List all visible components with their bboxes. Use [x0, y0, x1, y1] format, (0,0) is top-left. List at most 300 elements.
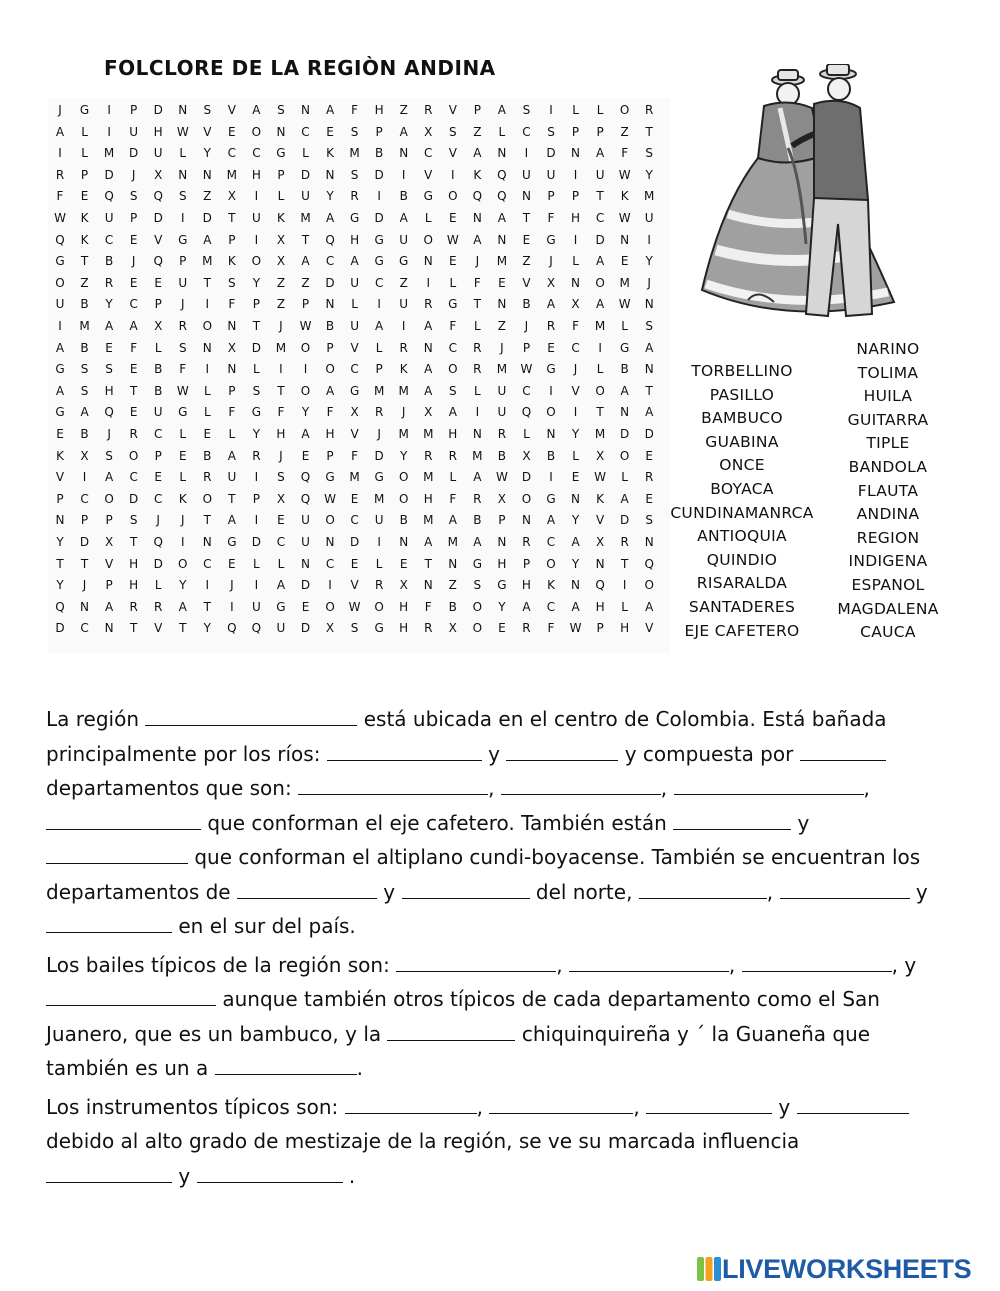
answer-blank[interactable] — [215, 1052, 357, 1075]
grid-cell[interactable]: X — [104, 535, 114, 549]
grid-cell[interactable]: G — [178, 232, 188, 247]
grid-cell[interactable]: R — [473, 491, 482, 506]
grid-cell[interactable]: L — [375, 556, 383, 571]
grid-cell[interactable]: F — [424, 599, 432, 614]
grid-cell[interactable]: M — [423, 470, 434, 485]
grid-cell[interactable]: N — [227, 319, 237, 333]
grid-cell[interactable]: C — [546, 535, 556, 549]
grid-cell[interactable]: X — [325, 621, 335, 636]
grid-cell[interactable]: D — [79, 535, 90, 549]
grid-cell[interactable]: Q — [104, 189, 114, 204]
grid-cell[interactable]: P — [154, 448, 162, 463]
grid-cell[interactable]: N — [521, 513, 531, 528]
grid-cell[interactable]: E — [228, 556, 236, 571]
grid-cell[interactable]: R — [424, 297, 433, 312]
grid-cell[interactable]: P — [277, 167, 285, 182]
grid-cell[interactable]: F — [473, 275, 481, 290]
grid-cell[interactable]: D — [251, 535, 262, 549]
grid-cell[interactable]: H — [399, 621, 409, 636]
grid-cell[interactable]: M — [300, 211, 311, 225]
grid-cell[interactable]: A — [325, 103, 335, 117]
grid-cell[interactable]: W — [618, 297, 631, 312]
grid-cell[interactable]: J — [131, 254, 136, 269]
grid-cell[interactable]: O — [398, 470, 409, 485]
grid-cell[interactable]: U — [55, 297, 65, 312]
grid-cell[interactable]: N — [178, 103, 188, 117]
grid-cell[interactable]: P — [301, 297, 310, 312]
grid-cell[interactable]: E — [498, 275, 506, 290]
grid-cell[interactable]: W — [348, 599, 361, 614]
grid-cell[interactable]: X — [227, 340, 236, 355]
grid-cell[interactable]: O — [595, 383, 605, 398]
grid-cell[interactable]: T — [228, 211, 236, 225]
grid-cell[interactable]: D — [300, 621, 311, 636]
grid-cell[interactable]: A — [55, 383, 65, 398]
grid-cell[interactable]: P — [179, 254, 187, 269]
grid-cell[interactable]: R — [374, 405, 384, 420]
grid-cell[interactable]: R — [203, 470, 212, 485]
grid-cell[interactable]: N — [399, 535, 409, 549]
grid-cell[interactable]: A — [546, 513, 556, 528]
grid-cell[interactable]: M — [496, 254, 508, 269]
grid-cell[interactable]: A — [104, 599, 114, 614]
grid-cell[interactable]: C — [276, 535, 286, 549]
grid-cell[interactable]: A — [80, 405, 89, 420]
grid-cell[interactable]: N — [399, 146, 409, 161]
grid-cell[interactable]: W — [54, 211, 66, 225]
grid-cell[interactable]: R — [104, 275, 114, 290]
grid-cell[interactable]: Q — [153, 535, 163, 549]
grid-cell[interactable]: U — [301, 513, 310, 528]
grid-cell[interactable]: S — [178, 189, 187, 204]
grid-cell[interactable]: J — [156, 513, 160, 528]
grid-cell[interactable]: S — [178, 340, 187, 355]
grid-cell[interactable]: U — [276, 621, 286, 636]
grid-cell[interactable]: C — [325, 556, 335, 571]
grid-cell[interactable]: L — [449, 470, 457, 485]
grid-cell[interactable]: A — [645, 340, 654, 355]
grid-cell[interactable]: Y — [645, 254, 653, 269]
grid-cell[interactable]: N — [104, 621, 114, 636]
grid-cell[interactable]: U — [350, 275, 359, 290]
grid-cell[interactable]: I — [328, 578, 332, 593]
grid-cell[interactable]: L — [424, 211, 432, 225]
grid-cell[interactable]: C — [129, 470, 138, 485]
answer-blank[interactable] — [506, 738, 618, 761]
grid-cell[interactable]: F — [449, 491, 457, 506]
grid-cell[interactable]: Y — [571, 556, 580, 571]
grid-cell[interactable]: A — [325, 211, 335, 225]
grid-cell[interactable]: L — [621, 319, 628, 333]
grid-cell[interactable]: C — [203, 556, 212, 571]
grid-cell[interactable]: W — [495, 470, 508, 485]
grid-cell[interactable]: N — [644, 535, 654, 549]
grid-cell[interactable]: W — [618, 167, 631, 182]
grid-cell[interactable]: K — [473, 167, 482, 182]
grid-cell[interactable]: H — [374, 103, 384, 117]
grid-cell[interactable]: O — [619, 448, 630, 463]
grid-cell[interactable]: V — [595, 513, 605, 528]
grid-cell[interactable]: G — [619, 340, 630, 355]
grid-cell[interactable]: I — [475, 405, 480, 420]
grid-cell[interactable]: A — [448, 405, 457, 420]
grid-cell[interactable]: P — [473, 103, 481, 117]
grid-cell[interactable]: O — [104, 491, 114, 506]
grid-cell[interactable]: J — [549, 254, 553, 269]
grid-cell[interactable]: D — [546, 146, 556, 161]
grid-cell[interactable]: T — [596, 405, 604, 420]
grid-cell[interactable]: G — [251, 405, 262, 420]
grid-cell[interactable]: F — [228, 405, 236, 420]
grid-cell[interactable]: A — [424, 362, 433, 377]
grid-cell[interactable]: A — [424, 535, 433, 549]
grid-cell[interactable]: U — [497, 405, 507, 420]
grid-cell[interactable]: S — [350, 124, 359, 139]
grid-cell[interactable]: T — [203, 275, 211, 290]
grid-cell[interactable]: E — [80, 189, 89, 204]
grid-cell[interactable]: L — [474, 383, 481, 398]
grid-cell[interactable]: G — [325, 470, 335, 485]
grid-cell[interactable]: N — [571, 146, 581, 161]
grid-cell[interactable]: M — [349, 146, 360, 161]
grid-cell[interactable]: N — [497, 232, 507, 247]
grid-cell[interactable]: D — [595, 232, 605, 247]
grid-cell[interactable]: A — [301, 427, 310, 441]
grid-cell[interactable]: L — [277, 189, 285, 204]
grid-cell[interactable]: Z — [522, 254, 531, 269]
grid-cell[interactable]: Y — [252, 427, 261, 441]
grid-cell[interactable]: U — [104, 211, 114, 225]
grid-cell[interactable]: R — [546, 319, 556, 333]
grid-cell[interactable]: P — [105, 578, 113, 593]
grid-cell[interactable]: T — [424, 556, 432, 571]
grid-cell[interactable]: W — [324, 491, 336, 506]
grid-cell[interactable]: S — [645, 319, 653, 333]
grid-cell[interactable]: A — [546, 297, 556, 312]
grid-cell[interactable]: I — [58, 146, 62, 161]
grid-cell[interactable]: A — [473, 535, 482, 549]
grid-cell[interactable]: S — [228, 275, 236, 290]
grid-cell[interactable]: B — [448, 599, 457, 614]
grid-cell[interactable]: F — [326, 405, 334, 420]
grid-cell[interactable]: N — [571, 275, 581, 290]
grid-cell[interactable]: Z — [80, 275, 89, 290]
grid-cell[interactable]: O — [300, 383, 311, 398]
grid-cell[interactable]: B — [375, 146, 384, 161]
grid-cell[interactable]: J — [131, 167, 136, 182]
grid-cell[interactable]: K — [620, 189, 629, 204]
grid-cell[interactable]: I — [254, 189, 259, 204]
grid-cell[interactable]: P — [228, 383, 236, 398]
grid-cell[interactable]: C — [227, 146, 237, 161]
grid-cell[interactable]: H — [129, 578, 139, 593]
grid-cell[interactable]: E — [301, 448, 310, 463]
grid-cell[interactable]: G — [374, 470, 384, 485]
grid-cell[interactable]: U — [595, 167, 605, 182]
grid-cell[interactable]: A — [620, 383, 629, 398]
answer-blank[interactable] — [569, 949, 729, 972]
grid-cell[interactable]: E — [129, 232, 138, 247]
grid-cell[interactable]: Z — [473, 124, 482, 139]
grid-cell[interactable]: A — [227, 513, 236, 528]
grid-cell[interactable]: I — [205, 362, 210, 377]
grid-cell[interactable]: R — [374, 578, 384, 593]
grid-cell[interactable]: X — [154, 167, 163, 182]
grid-cell[interactable]: N — [202, 167, 212, 182]
grid-cell[interactable]: R — [497, 427, 507, 441]
grid-cell[interactable]: I — [180, 535, 185, 549]
grid-cell[interactable]: G — [374, 621, 384, 636]
grid-cell[interactable]: L — [596, 103, 604, 117]
grid-cell[interactable]: U — [497, 383, 507, 398]
grid-cell[interactable]: Y — [645, 167, 653, 182]
grid-cell[interactable]: R — [55, 167, 65, 182]
grid-cell[interactable]: F — [277, 405, 285, 420]
grid-cell[interactable]: E — [154, 275, 162, 290]
grid-cell[interactable]: R — [473, 340, 482, 355]
grid-cell[interactable]: S — [129, 513, 138, 528]
grid-cell[interactable]: L — [203, 383, 211, 398]
grid-cell[interactable]: E — [326, 124, 334, 139]
grid-cell[interactable]: V — [645, 621, 654, 636]
grid-cell[interactable]: O — [178, 556, 188, 571]
grid-cell[interactable]: N — [521, 189, 531, 204]
grid-cell[interactable]: X — [424, 124, 433, 139]
grid-cell[interactable]: Q — [55, 232, 65, 247]
answer-blank[interactable] — [345, 1091, 477, 1114]
grid-cell[interactable]: N — [325, 167, 335, 182]
grid-cell[interactable]: A — [497, 211, 506, 225]
grid-cell[interactable]: A — [424, 383, 433, 398]
grid-cell[interactable]: H — [521, 578, 531, 593]
grid-cell[interactable]: A — [448, 513, 457, 528]
grid-cell[interactable]: K — [547, 578, 555, 593]
grid-cell[interactable]: X — [154, 319, 163, 333]
grid-cell[interactable]: I — [254, 470, 259, 485]
grid-cell[interactable]: M — [594, 319, 606, 333]
grid-cell[interactable]: X — [276, 491, 286, 506]
grid-cell[interactable]: C — [325, 254, 335, 269]
grid-cell[interactable]: P — [130, 211, 138, 225]
grid-cell[interactable]: Q — [153, 189, 163, 204]
grid-cell[interactable]: J — [573, 362, 578, 377]
grid-cell[interactable]: Z — [301, 275, 310, 290]
grid-cell[interactable]: O — [398, 491, 409, 506]
grid-cell[interactable]: W — [446, 232, 459, 247]
grid-cell[interactable]: U — [227, 470, 237, 485]
grid-cell[interactable]: N — [227, 362, 237, 377]
grid-cell[interactable]: L — [228, 427, 236, 441]
grid-cell[interactable]: L — [375, 340, 383, 355]
grid-cell[interactable]: S — [350, 621, 359, 636]
grid-cell[interactable]: I — [549, 470, 553, 485]
grid-cell[interactable]: A — [350, 254, 359, 269]
grid-cell[interactable]: P — [80, 167, 89, 182]
grid-cell[interactable]: Y — [571, 427, 580, 441]
grid-cell[interactable]: X — [276, 232, 286, 247]
answer-blank[interactable] — [742, 949, 892, 972]
grid-cell[interactable]: J — [58, 103, 62, 117]
grid-cell[interactable]: R — [424, 448, 433, 463]
grid-cell[interactable]: Z — [448, 578, 457, 593]
grid-cell[interactable]: E — [301, 599, 310, 614]
grid-cell[interactable]: B — [399, 513, 408, 528]
grid-cell[interactable]: I — [58, 319, 62, 333]
grid-cell[interactable]: D — [129, 491, 139, 506]
grid-cell[interactable]: A — [399, 211, 408, 225]
grid-cell[interactable]: O — [644, 578, 654, 593]
grid-cell[interactable]: L — [302, 146, 309, 161]
grid-cell[interactable]: I — [377, 297, 381, 312]
grid-cell[interactable]: V — [104, 556, 114, 571]
grid-cell[interactable]: T — [56, 556, 64, 571]
grid-cell[interactable]: N — [620, 405, 630, 420]
grid-cell[interactable]: I — [549, 103, 553, 117]
grid-cell[interactable]: D — [644, 427, 654, 441]
grid-cell[interactable]: F — [449, 319, 457, 333]
grid-cell[interactable]: T — [179, 621, 187, 636]
grid-cell[interactable]: Y — [252, 275, 261, 290]
grid-cell[interactable]: E — [620, 254, 629, 269]
grid-cell[interactable]: I — [230, 599, 234, 614]
grid-cell[interactable]: N — [301, 556, 310, 571]
grid-cell[interactable]: O — [128, 448, 139, 463]
grid-cell[interactable]: F — [351, 448, 359, 463]
grid-cell[interactable]: N — [423, 578, 433, 593]
grid-cell[interactable]: T — [129, 383, 138, 398]
grid-cell[interactable]: K — [326, 146, 334, 161]
grid-cell[interactable]: O — [55, 275, 65, 290]
grid-cell[interactable]: X — [546, 275, 556, 290]
grid-cell[interactable]: C — [374, 275, 384, 290]
grid-cell[interactable]: D — [153, 103, 163, 117]
grid-cell[interactable]: U — [251, 211, 261, 225]
grid-cell[interactable]: G — [374, 232, 384, 247]
grid-cell[interactable]: C — [252, 146, 261, 161]
grid-cell[interactable]: M — [398, 383, 409, 398]
grid-cell[interactable]: F — [547, 211, 555, 225]
grid-cell[interactable]: H — [350, 232, 360, 247]
grid-cell[interactable]: Z — [203, 189, 212, 204]
grid-cell[interactable]: Q — [644, 556, 654, 571]
grid-cell[interactable]: M — [644, 189, 655, 204]
grid-cell[interactable]: L — [179, 470, 187, 485]
grid-cell[interactable]: Y — [498, 599, 506, 614]
grid-cell[interactable]: A — [473, 470, 482, 485]
grid-cell[interactable]: M — [423, 427, 434, 441]
grid-cell[interactable]: D — [620, 427, 630, 441]
grid-cell[interactable]: M — [496, 362, 508, 377]
grid-cell[interactable]: G — [349, 383, 360, 398]
grid-cell[interactable]: S — [645, 513, 653, 528]
grid-cell[interactable]: G — [374, 254, 384, 269]
grid-cell[interactable]: Q — [497, 167, 507, 182]
grid-cell[interactable]: V — [55, 470, 65, 485]
grid-cell[interactable]: H — [620, 621, 630, 636]
grid-cell[interactable]: E — [203, 427, 212, 441]
grid-cell[interactable]: E — [129, 362, 138, 377]
grid-cell[interactable]: S — [277, 103, 285, 117]
grid-cell[interactable]: X — [448, 621, 457, 636]
grid-cell[interactable]: G — [79, 103, 90, 117]
grid-cell[interactable]: G — [472, 556, 482, 571]
grid-cell[interactable]: J — [475, 254, 480, 269]
grid-cell[interactable]: J — [180, 513, 185, 528]
grid-cell[interactable]: X — [571, 297, 580, 312]
grid-cell[interactable]: P — [375, 362, 383, 377]
grid-cell[interactable]: C — [546, 599, 556, 614]
grid-cell[interactable]: C — [129, 297, 138, 312]
grid-cell[interactable]: E — [522, 232, 531, 247]
grid-cell[interactable]: C — [350, 362, 359, 377]
grid-cell[interactable]: S — [522, 103, 531, 117]
grid-cell[interactable]: S — [448, 124, 457, 139]
grid-cell[interactable]: O — [325, 599, 335, 614]
answer-blank[interactable] — [46, 1160, 172, 1183]
grid-cell[interactable]: N — [301, 103, 310, 117]
grid-cell[interactable]: W — [520, 362, 533, 377]
grid-cell[interactable]: R — [424, 103, 433, 117]
grid-cell[interactable]: B — [497, 448, 506, 463]
grid-cell[interactable]: S — [252, 383, 261, 398]
answer-blank[interactable] — [639, 876, 767, 899]
grid-cell[interactable]: M — [447, 535, 458, 549]
grid-cell[interactable]: S — [80, 383, 89, 398]
grid-cell[interactable]: U — [374, 513, 384, 528]
grid-cell[interactable]: T — [473, 297, 482, 312]
grid-cell[interactable]: A — [497, 103, 506, 117]
grid-cell[interactable]: P — [522, 556, 531, 571]
grid-cell[interactable]: F — [228, 297, 236, 312]
grid-cell[interactable]: B — [399, 189, 408, 204]
answer-blank[interactable] — [46, 910, 172, 933]
grid-cell[interactable]: X — [80, 448, 89, 463]
answer-blank[interactable] — [674, 772, 864, 795]
grid-cell[interactable]: J — [107, 427, 111, 441]
grid-cell[interactable]: I — [303, 362, 308, 377]
grid-cell[interactable]: L — [253, 362, 260, 377]
grid-cell[interactable]: U — [350, 319, 359, 333]
grid-cell[interactable]: G — [423, 189, 433, 204]
grid-cell[interactable]: M — [275, 340, 287, 355]
grid-cell[interactable]: N — [276, 124, 286, 139]
grid-cell[interactable]: Q — [55, 599, 65, 614]
grid-cell[interactable]: B — [325, 319, 335, 333]
grid-cell[interactable]: D — [521, 470, 532, 485]
grid-cell[interactable]: J — [647, 275, 651, 290]
grid-cell[interactable]: N — [571, 491, 581, 506]
grid-cell[interactable]: K — [80, 232, 89, 247]
grid-cell[interactable]: D — [300, 167, 311, 182]
grid-cell[interactable]: R — [424, 621, 433, 636]
grid-cell[interactable]: L — [179, 427, 187, 441]
grid-cell[interactable]: I — [573, 167, 578, 182]
grid-cell[interactable]: D — [104, 167, 114, 182]
grid-cell[interactable]: E — [350, 556, 359, 571]
grid-cell[interactable]: I — [377, 535, 381, 549]
grid-cell[interactable]: Q — [521, 405, 532, 420]
grid-cell[interactable]: O — [472, 599, 483, 614]
grid-cell[interactable]: I — [254, 232, 259, 247]
grid-cell[interactable]: I — [107, 124, 111, 139]
grid-cell[interactable]: M — [373, 491, 385, 506]
grid-cell[interactable]: C — [571, 340, 580, 355]
grid-cell[interactable]: S — [105, 362, 113, 377]
grid-cell[interactable]: L — [81, 124, 88, 139]
grid-cell[interactable]: S — [129, 189, 138, 204]
grid-cell[interactable]: A — [595, 254, 605, 269]
grid-cell[interactable]: N — [325, 535, 335, 549]
